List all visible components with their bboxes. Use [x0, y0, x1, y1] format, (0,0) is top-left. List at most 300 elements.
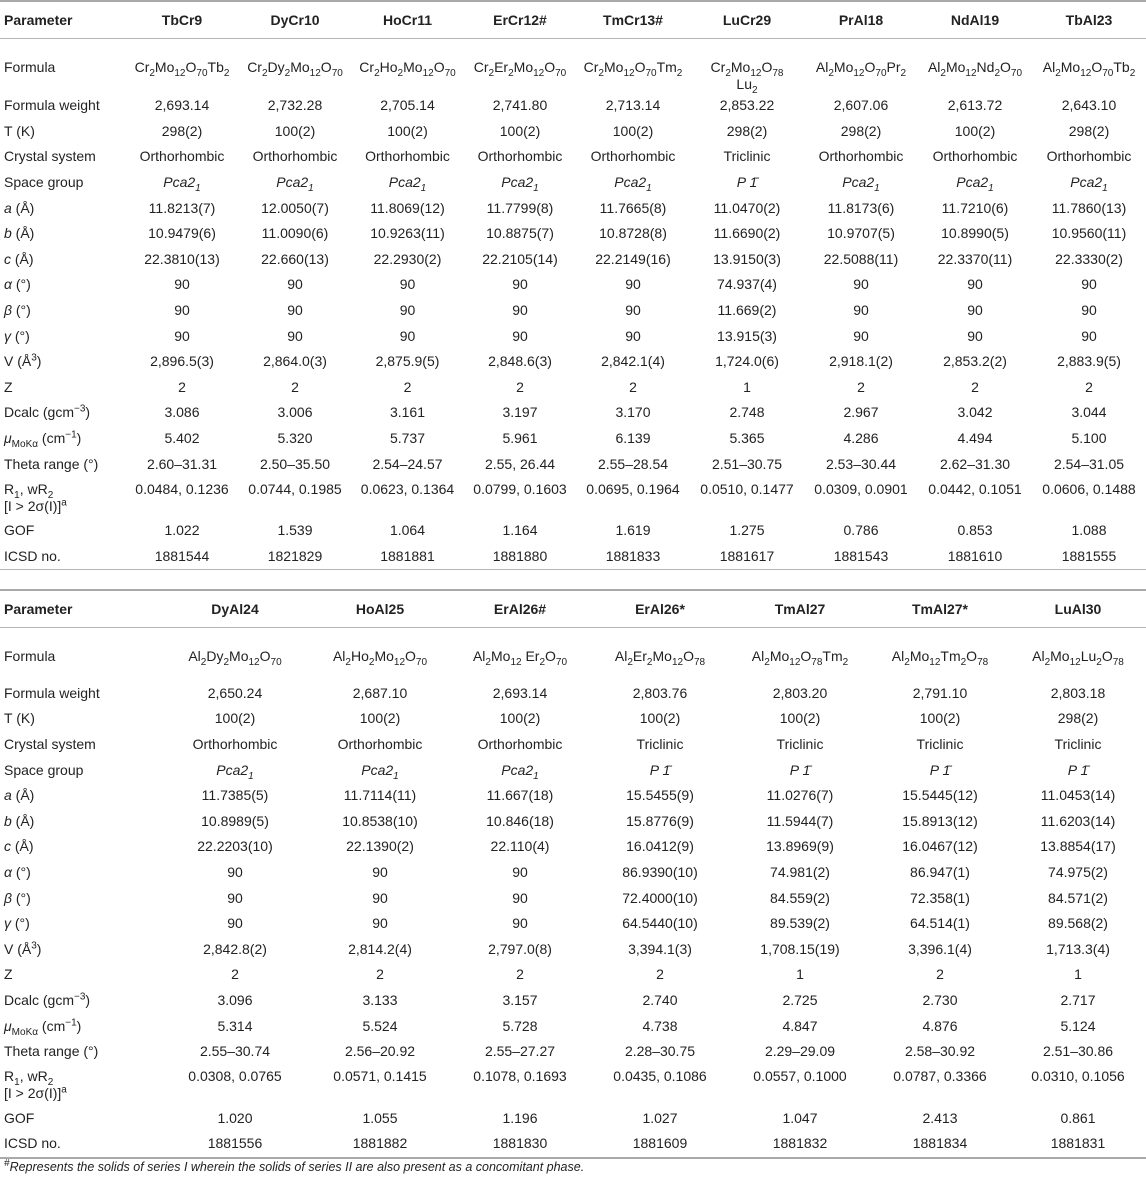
table-row [0, 349, 1146, 375]
table-cell: 22.660(13) [261, 250, 329, 267]
table-cell: 86.9390(10) [622, 863, 698, 880]
table-cell: Orthorhombic [337, 735, 423, 752]
table-cell: 100(2) [214, 710, 256, 727]
table-cell: $Pca2_1$ [842, 174, 880, 194]
table-cell: 3.161 [389, 404, 426, 421]
table-cell: 2 [857, 378, 865, 395]
table-cell: 2.51–30.75 [711, 455, 783, 472]
table-cell: 100(2) [639, 710, 681, 727]
table-cell: 1881880 [464, 544, 576, 570]
table-cell: 90 [227, 915, 243, 932]
table-cell: 1881610 [918, 544, 1032, 570]
table-cell: 1.022 [164, 522, 200, 539]
table-cell: Orthorhombic [477, 148, 563, 165]
table-cell: 22.3370(11) [937, 250, 1013, 267]
table-cell: 72.358(1) [910, 889, 970, 906]
table-cell: Orthorhombic [252, 148, 338, 165]
table-cell: 2.748 [729, 404, 765, 421]
compound-column-header: LuCr29 [690, 1, 804, 39]
table-cell: 1821829 [239, 544, 351, 570]
table-cell: 1881830 [450, 1131, 590, 1158]
parameter-label: β (°) [4, 889, 31, 906]
table-cell: 16.0412(9) [626, 838, 694, 855]
table-cell: 2.55–27.27 [484, 1043, 556, 1060]
table-row [0, 39, 1146, 94]
table-footnote: #Represents the solids of series I wherein the solids of series II are also present as a concomitant phase. [4, 1157, 585, 1174]
table-cell: 2.54–24.57 [372, 455, 443, 472]
table-cell: 2 [1085, 378, 1093, 395]
table-cell: 0.0442, 0.1051 [928, 480, 1022, 497]
table-cell: 84.559(2) [770, 889, 830, 906]
parameter-label: α (°) [4, 276, 31, 293]
table-cell: 13.9150(3) [713, 250, 781, 267]
table-cell: 2,896.5(3) [150, 353, 214, 370]
parameter-label: Theta range (°) [4, 1043, 99, 1060]
table-cell: 2.740 [642, 991, 678, 1008]
parameter-label: ICSD no. [0, 1131, 160, 1158]
table-cell: 22.5088(11) [823, 250, 899, 267]
table-cell: 90 [625, 302, 641, 319]
table-cell: 22.110(4) [490, 838, 550, 855]
table-cell: 2.29–29.09 [764, 1043, 836, 1060]
table-cell: 1881555 [1032, 544, 1146, 570]
table-cell: 11.6203(14) [1040, 812, 1116, 829]
table-cell: $Al_2Mo_{12}Tm_2O_{78}$ [891, 648, 989, 668]
table-cell: Triclinic [723, 148, 771, 165]
table-cell: 11.0453(14) [1040, 787, 1116, 804]
table-row [0, 544, 1146, 570]
table-cell: 74.975(2) [1048, 863, 1108, 880]
table-row [0, 1105, 1146, 1131]
compound-column-header: ErAl26* [590, 590, 730, 628]
table-cell: 90 [967, 276, 983, 293]
parameter-label: $\mu_{MoK\alpha}$ $(cm^{-1})$ [4, 1016, 82, 1038]
table-cell: 90 [174, 327, 190, 344]
parameter-label: Z [4, 966, 13, 983]
table-cell: 90 [372, 863, 388, 880]
table-cell: 90 [625, 327, 641, 344]
table-cell: 0.0799, 0.1603 [473, 480, 567, 497]
table-cell: Orthorhombic [139, 148, 225, 165]
table-cell: 10.846(18) [486, 812, 554, 829]
parameter-label: $R_1$, $wR_2$ [I > 2σ(I)]$^a$ [4, 480, 67, 514]
table-cell: 1.088 [1071, 522, 1107, 539]
table-cell: 0.0557, 0.1000 [753, 1068, 847, 1085]
table-cell: Orthorhombic [590, 148, 676, 165]
table-cell: 90 [287, 276, 303, 293]
table-cell: 4.876 [922, 1017, 958, 1034]
table-cell: 1.055 [362, 1109, 398, 1126]
parameter-label: Dcalc (gcm$^{-3}$) [4, 991, 91, 1008]
table-cell: 0.0510, 0.1477 [700, 480, 794, 497]
table-cell: 2 [629, 378, 637, 395]
table-cell: 84.571(2) [1048, 889, 1108, 906]
parameter-label: Formula weight [4, 97, 100, 114]
table-cell: $Pca2_1$ [361, 761, 399, 782]
table-cell: Orthorhombic [192, 735, 278, 752]
parameter-label: V $(Å^3)$ [4, 940, 42, 957]
table-cell: Orthorhombic [1046, 148, 1132, 165]
table-cell: 90 [287, 302, 303, 319]
table-cell: 2,803.18 [1050, 684, 1106, 701]
table-cell: 90 [967, 302, 983, 319]
table-cell: 100(2) [359, 710, 401, 727]
table-cell: 16.0467(12) [902, 838, 978, 855]
table-cell: 13.915(3) [717, 327, 777, 344]
table-cell: 90 [512, 889, 528, 906]
table-cell: 0.0623, 0.1364 [360, 480, 455, 497]
compound-column-header: ErAl26# [450, 590, 590, 628]
table-cell: 22.3810(13) [144, 250, 220, 267]
table-cell: Triclinic [916, 735, 964, 752]
table-cell: 11.8213(7) [148, 199, 216, 216]
parameter-label: c (Å) [4, 838, 34, 855]
table-cell: 1 [743, 378, 751, 395]
table-cell: 90 [174, 276, 190, 293]
table-cell: 90 [853, 302, 869, 319]
table-cell: 0.1078, 0.1693 [473, 1068, 567, 1085]
compound-column-header: TbCr9 [125, 1, 239, 39]
table-cell: 22.1390(2) [346, 838, 414, 855]
compound-column-header: TmCr13# [576, 1, 690, 39]
table-cell: 2,607.06 [833, 97, 889, 114]
table-cell: 2,883.9(5) [1057, 353, 1121, 370]
table-cell: $Pca2_1$ [956, 174, 994, 194]
table-cell: 22.2149(16) [595, 250, 671, 267]
table-cell: 1.064 [389, 522, 426, 539]
table-cell: Orthorhombic [818, 148, 904, 165]
table-cell: 64.5440(10) [622, 915, 698, 932]
table-cell: 4.847 [782, 1017, 818, 1034]
table-cell: 0.0310, 0.1056 [1031, 1068, 1125, 1085]
table-cell: 3.133 [362, 991, 398, 1008]
table-cell: 1,724.0(6) [715, 353, 779, 370]
table-cell: 11.0090(6) [261, 225, 329, 242]
table-cell: 3,396.1(4) [908, 940, 972, 957]
table-cell: 5.100 [1071, 430, 1107, 447]
table-cell: 90 [1081, 302, 1097, 319]
compound-column-header: HoAl25 [310, 590, 450, 628]
table-cell: 3.096 [217, 991, 253, 1008]
crystal-data-table-2 [0, 589, 1146, 1159]
table-cell: 298(2) [1057, 710, 1099, 727]
table-cell: 10.9560(11) [1051, 225, 1127, 242]
table-cell: 90 [174, 302, 190, 319]
table-cell: 13.8969(9) [766, 838, 834, 855]
table-cell: 2.56–20.92 [344, 1043, 416, 1060]
table-cell: 90 [1081, 276, 1097, 293]
compound-column-header: DyCr10 [239, 1, 351, 39]
table-cell: 72.4000(10) [622, 889, 698, 906]
table-cell: 3.197 [502, 404, 538, 421]
parameter-label: γ (°) [4, 915, 30, 932]
table-cell: 4.494 [957, 430, 993, 447]
table-cell: 5.524 [362, 1017, 398, 1034]
table-cell: 90 [625, 276, 641, 293]
table-cell: 0.0695, 0.1964 [586, 480, 680, 497]
table-cell: 5.320 [277, 430, 313, 447]
table-cell: 1881831 [1010, 1131, 1146, 1158]
table-cell: $Pca2_1$ [216, 761, 254, 782]
table-cell: Orthorhombic [365, 148, 450, 165]
parameter-label: T (K) [4, 122, 35, 139]
table-row [0, 451, 1146, 477]
table-cell: Orthorhombic [932, 148, 1018, 165]
table-cell: 2.55–30.74 [199, 1043, 271, 1060]
parameter-label: Space group [4, 761, 84, 778]
parameter-label: Z [4, 378, 13, 395]
parameter-label: γ (°) [4, 327, 30, 344]
table-row [0, 732, 1146, 758]
table-cell: 90 [512, 327, 528, 344]
parameter-label: GOF [4, 522, 35, 539]
table-cell: 90 [1081, 327, 1097, 344]
table-cell: 0.0787, 0.3366 [893, 1068, 987, 1085]
table-cell: 5.402 [164, 430, 200, 447]
table-cell: 3.086 [164, 404, 200, 421]
table-header-row [0, 1, 1146, 39]
table-cell: 90 [967, 327, 983, 344]
table-cell: 2 [936, 966, 944, 983]
table-cell: 2,918.1(2) [829, 353, 893, 370]
table-cell: 1 [1074, 966, 1082, 983]
table-cell: 11.669(2) [717, 302, 777, 319]
table-cell: 0.786 [843, 522, 879, 539]
table-cell: $Pca2_1$ [276, 174, 314, 194]
parameter-label: β (°) [4, 302, 31, 319]
table-row [0, 706, 1146, 732]
table-cell: Triclinic [1054, 735, 1102, 752]
table-cell: 2,705.14 [380, 97, 435, 114]
table-cell: 5.314 [217, 1017, 253, 1034]
table-cell: $Al_2Mo_{12}Nd_2O_{70}$ [927, 59, 1023, 79]
table-cell: $Pca2_1$ [163, 174, 201, 194]
table-cell: 2 [376, 966, 384, 983]
parameter-label: ICSD no. [0, 544, 125, 570]
table-cell: 100(2) [387, 122, 428, 139]
compound-column-header: TmAl27* [870, 590, 1010, 628]
table-row [0, 272, 1146, 298]
table-row [0, 936, 1146, 962]
compound-column-header: ErCr12# [464, 1, 576, 39]
table-cell: 2,853.2(2) [943, 353, 1007, 370]
table-row [0, 757, 1146, 783]
table-cell: 1.164 [502, 522, 538, 539]
parameter-label: a (Å) [4, 199, 35, 216]
table-cell: 1881544 [125, 544, 239, 570]
table-cell: 3,394.1(3) [628, 940, 692, 957]
table-row [0, 298, 1146, 324]
table-row [0, 783, 1146, 809]
table-cell: $Al_2Mo_{12}O_{78}Tm_2$ [751, 648, 849, 668]
table-cell: 2 [971, 378, 979, 395]
table-cell: 11.7860(13) [1051, 199, 1127, 216]
table-header-row [0, 590, 1146, 628]
table-cell: 11.7665(8) [599, 199, 667, 216]
table-cell: 1881832 [730, 1131, 870, 1158]
table-cell: 2,713.14 [605, 97, 661, 114]
table-cell: 2 [178, 378, 186, 395]
table-cell: 5.124 [1060, 1017, 1096, 1034]
table-cell: 1,713.3(4) [1046, 940, 1110, 957]
parameter-label: c (Å) [4, 250, 34, 267]
table-cell: $Pca2_1$ [501, 174, 539, 194]
table-cell: 2.413 [922, 1109, 958, 1126]
table-cell: 2.725 [782, 991, 818, 1008]
table-row [0, 885, 1146, 911]
table-cell: 2.53–30.44 [825, 455, 897, 472]
table-cell: Orthorhombic [477, 735, 563, 752]
table-row [0, 426, 1146, 452]
table-row [0, 195, 1146, 221]
table-cell: $Cr_2Er_2Mo_{12}O_{70}$ [473, 59, 567, 79]
table-cell: 0.0309, 0.0901 [814, 480, 908, 497]
table-cell: 2 [516, 378, 524, 395]
table-row [0, 323, 1146, 349]
parameter-label: Crystal system [4, 735, 96, 752]
parameter-label: Crystal system [4, 148, 96, 165]
table-cell: 15.5445(12) [902, 787, 978, 804]
table-cell: 12.0050(7) [261, 199, 329, 216]
table-cell: 64.514(1) [910, 915, 970, 932]
table-cell: 3.042 [957, 404, 993, 421]
table-cell: 11.6690(2) [713, 225, 781, 242]
table-cell: 1 [796, 966, 804, 983]
table-row [0, 93, 1146, 119]
table-cell: 90 [853, 327, 869, 344]
table-cell: 2,803.76 [632, 684, 688, 701]
table-cell: 2.28–30.75 [624, 1043, 696, 1060]
table-cell: 15.8913(12) [902, 812, 978, 829]
table-cell: 0.0435, 0.1086 [613, 1068, 707, 1085]
table-cell: $Al_2Mo_{12}O_{70}Tb_2$ [1042, 59, 1136, 79]
table-cell: 2.730 [922, 991, 958, 1008]
table-cell: 86.947(1) [910, 863, 970, 880]
compound-column-header: PrAl18 [804, 1, 918, 39]
table-cell: 298(2) [1068, 122, 1110, 139]
table-cell: 11.5944(7) [766, 812, 834, 829]
table-cell: 2,814.2(4) [348, 940, 412, 957]
table-row [0, 911, 1146, 937]
table-cell: 2,741.80 [492, 97, 548, 114]
table-cell: 100(2) [779, 710, 821, 727]
table-row [0, 375, 1146, 401]
table-cell: 11.7799(8) [486, 199, 554, 216]
parameter-label: $R_1$, $wR_2$ [I > 2σ(I)]$^a$ [4, 1068, 67, 1102]
table-cell: 90 [287, 327, 303, 344]
table-cell: 11.7385(5) [201, 787, 269, 804]
table-cell: 2,875.9(5) [375, 353, 440, 370]
table-cell: 90 [399, 276, 416, 293]
table-cell: 11.667(18) [486, 787, 554, 804]
table-cell: 1881882 [310, 1131, 450, 1158]
table-cell: 298(2) [840, 122, 882, 139]
table-cell: Triclinic [636, 735, 684, 752]
table-row [0, 477, 1146, 518]
table-cell: 100(2) [499, 710, 541, 727]
table-cell: 2,643.10 [1061, 97, 1117, 114]
table-cell: 2,693.14 [154, 97, 210, 114]
table-cell: 10.8538(10) [342, 812, 418, 829]
table-row [0, 962, 1146, 988]
table-cell: 0.0606, 0.1488 [1042, 480, 1136, 497]
table-cell: 100(2) [274, 122, 316, 139]
parameter-column-header: Parameter [0, 590, 160, 628]
table-cell: $Cr_2Mo_{12}O_{70}Tm_2$ [583, 59, 683, 79]
parameter-label: GOF [4, 1109, 35, 1126]
table-cell: $Pca2_1$ [1070, 174, 1108, 194]
table-cell: 2,842.8(2) [203, 940, 267, 957]
table-cell: 1,708.15(19) [760, 940, 840, 957]
table-cell: $Al_2Dy_2Mo_{12}O_{70}$ [188, 648, 282, 668]
table-cell: 0.853 [957, 522, 993, 539]
table-cell: 5.961 [502, 430, 538, 447]
table-cell: 1.275 [729, 522, 765, 539]
table-cell: 2,797.0(8) [488, 940, 552, 957]
table-cell: 1.539 [277, 522, 313, 539]
table-cell: 90 [399, 302, 416, 319]
table-row [0, 170, 1146, 196]
table-cell: 11.0276(7) [766, 787, 834, 804]
compound-column-header: TmAl27 [730, 590, 870, 628]
table-cell: $Pca2_1$ [614, 174, 652, 194]
table-cell: 1881834 [870, 1131, 1010, 1158]
table-cell: 1.020 [217, 1109, 253, 1126]
table-row [0, 834, 1146, 860]
table-cell: 0.0571, 0.1415 [333, 1068, 427, 1085]
table-cell: 1881617 [690, 544, 804, 570]
table-cell: 10.9707(5) [827, 225, 895, 242]
table-cell: 5.728 [502, 1017, 538, 1034]
table-cell: 2.58–30.92 [904, 1043, 976, 1060]
table-cell: 3.157 [502, 991, 538, 1008]
table-cell: 1881556 [160, 1131, 310, 1158]
table-cell: 4.286 [843, 430, 879, 447]
compound-column-header: NdAl19 [918, 1, 1032, 39]
table-cell: 2,687.10 [352, 684, 408, 701]
parameter-label: b (Å) [4, 225, 35, 242]
table-cell: P 1̄ [649, 761, 671, 778]
table-cell: 3.006 [277, 404, 313, 421]
table-cell: $Al_2Mo_{12}O_{70}Pr_2$ [815, 59, 907, 79]
table-cell: 2,803.20 [772, 684, 828, 701]
table-cell: 2.62–31.30 [939, 455, 1011, 472]
table-cell: 15.5455(9) [626, 787, 694, 804]
table-cell: 0.0308, 0.0765 [188, 1068, 282, 1085]
table-cell: 11.7210(6) [941, 199, 1009, 216]
table-cell: $Cr_2Ho_2Mo_{12}O_{70}$ [359, 59, 456, 79]
table-cell: 0.0744, 0.1985 [248, 480, 342, 497]
parameter-label: T (K) [4, 710, 35, 727]
table-cell: 2,732.28 [267, 97, 323, 114]
compound-column-header: TbAl23 [1032, 1, 1146, 39]
table-cell: 2.50–35.50 [259, 455, 331, 472]
table-cell: 11.7114(11) [343, 787, 417, 804]
table-row [0, 988, 1146, 1014]
table-row [0, 681, 1146, 707]
parameter-label: a (Å) [4, 787, 35, 804]
table-cell: 2.55, 26.44 [484, 455, 556, 472]
table-row [0, 400, 1146, 426]
table-cell: 2.51–30.86 [1042, 1043, 1114, 1060]
table-cell: 1.047 [782, 1109, 818, 1126]
table-row [0, 628, 1146, 681]
table-cell: 4.738 [642, 1017, 678, 1034]
parameter-label: Theta range (°) [4, 455, 99, 472]
table-cell: 90 [512, 915, 528, 932]
table-cell: 0.861 [1060, 1109, 1096, 1126]
table-cell: 22.2203(10) [197, 838, 273, 855]
